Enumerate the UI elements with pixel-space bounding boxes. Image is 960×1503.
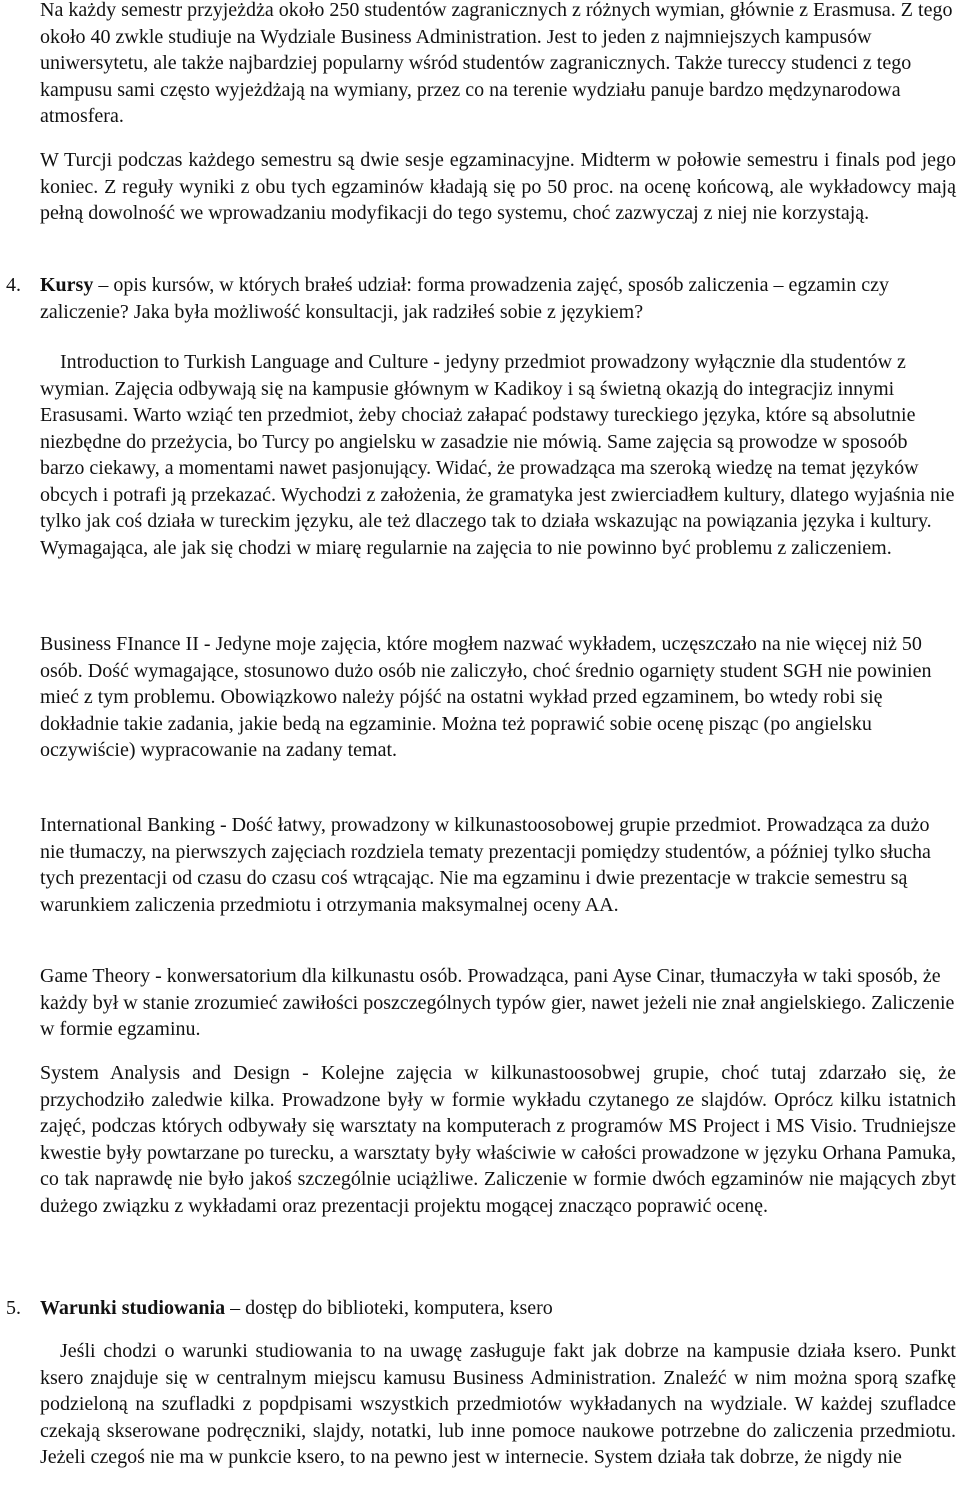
intro-paragraph-2: W Turcji podczas każdego semestru są dwie sesje egzaminacyjne. Midterm w połowie semestru i finals pod jego koniec. Z reguły wyniki z obu tych egzaminów kładają się po 50 proc. na ocenę końcową, ale wykładowcy mają pełną dowolność we wprowadzaniu modyfikacji do tego systemu, choć zazwyczaj z niej nie korzystają. — [40, 149, 956, 224]
course-business-finance: Business FInance II - Jedyne moje zajęcia, które mogłem nazwać wykładem, uczęszczało na nie więcej niż 50 osób. Dość wymagające, stosunowo dużo osób nie zaliczyło, choć średnio ogarnięty student SGH nie powinien mieć z tym problemu. Obowiązkowo należy pójść na ostatni wykład przed egzaminem, bo wtedy robi się dokładnie takie zadania, jakie bedą na egzaminie. Można też poprawić sobie ocenę pisząc (po angielsku oczywiście) wypracowanie na zadany temat. — [40, 633, 932, 761]
course-system-analysis: System Analysis and Design - Kolejne zajęcia w kilkunastoosobwej grupie, choć tutaj zdarzało się, że przychodziło zaledwie kilka. Prowadzone były w formie wykładu czytanego ze slajdów. Oprócz kilku istatnich zajęć, podczas których odbywały się warsztaty na komputerach z programów MS Project i MS Visio. Trudniejsze kwestie były powtarzane po turecku, a warsztaty były właściwie w całości prowadzone w języku Orhana Pamuka, co tak naprawdę nie było jakoś szczególnie uciążliwe. Zaliczenie w formie dwóch egzaminów nie mających zbyt dużego związku z wykładami oraz prezentacji projektu mogącej znacząco poprawić ocenę. — [40, 1062, 956, 1217]
course-turkish-language: Introduction to Turkish Language and Culture - jedyny przedmiot prowadzony wyłącznie dla studentów z wymian. Zajęcia odbywają się na kampusie głównym w Kadikoy i są świetną okazją do integracjiz innymi Erasusami. Warto wziąć ten przedmiot, żeby chociaż załapać podstawy tureckiego języka, które są absolutnie niezbędne do przeżycia, bo Turcy po angielsku w zasadzie nie mówią. Same zajęcia są prowodze w sposoób barzo ciekawy, a momentami nawet pasjonujący. Widać, że prowadząca ma szeroką wiedzę na temat języków obcych i potrafi ją przekazać. Wychodzi z założenia, że gramatyka jest zwierciadłem kultury, dlatego wyjaśnia nie tylko jak coś działa w tureckim języku, ale też dlaczego tak to działa wskazując na powiązania języka i kultury. Wymagająca, ale jak się chodzi w miarę regularnie na zajęcia to nie powinno być problemu z zaliczeniem. — [40, 351, 955, 559]
section-4-heading: Kursy — [40, 274, 94, 296]
section-5-heading-line — [40, 1295, 952, 1322]
section-5-number: 5. — [6, 1297, 21, 1319]
section-4-description: – opis kursów, w których brałeś udział: forma prowadzenia zajęć, sposób zaliczenia – egzamin czy zaliczenie? Jaka była możliwość konsultacji, jak radziłeś sobie z językiem? — [40, 274, 889, 323]
course-game-theory: Game Theory - konwersatorium dla kilkunastu osób. Prowadząca, pani Ayse Cinar, tłumaczyła w taki sposób, że każdy był w stanie zrozumieć zawiłości poszczególnych typów gier, nawet jeżeli nie znał angielskiego. Zaliczenie w formie egzaminu. — [40, 965, 955, 1040]
section-5-description: – dostęp do biblioteki, komputera, ksero — [225, 1297, 553, 1319]
section-4-number: 4. — [6, 274, 21, 296]
intro-paragraph-1: Na każdy semestr przyjeżdża około 250 studentów zagranicznych z różnych wymian, głównie z Erasmusa. Z tego około 40 zwkle studiuje na Wydziale Business Administration. Jest to jeden z najmniejszych kampusów uniwersytetu, ale także najbardziej popularny wśród studentów zagranicznych. Także tureccy studenci z tego kampusu sami często wyjeżdżają na wymiany, przez co na terenie wydziału panuje bardzo mędzynarodowa atmosfera. — [40, 0, 953, 127]
section-5-heading: Warunki studiowania — [40, 1297, 226, 1319]
course-international-banking: International Banking - Dość łatwy, prowadzony w kilkunastoosobowej grupie przedmiot. Prowadząca za dużo nie tłumaczy, na pierwszych zajęciach rozdziela tematy prezentacji pomiędzy studentów, a później tylko słucha tych prezentacji od czasu do czasu coś wtrącając. Nie ma egzaminu i dwie prezentacje w trakcie semestru są warunkiem zaliczenia przedmiotu i otrzymania maksymalnej oceny AA. — [40, 814, 931, 916]
section-5-paragraph-1: Jeśli chodzi o warunki studiowania to na uwagę zasługuje fakt jak dobrze na kampusie działa ksero. Punkt ksero znajduje się w centralnym miejscu kamusu Business Administration. Znaleźć w nim można sporą szafkę podzieloną na szufladki z popdpisami wszystkich przedmiotów wykładanych na wydziale. W każdej szufladce czekają skserowane podręczniki, slajdy, notatki, lub inne pomoce naukowe potrzebne do zaliczenia przedmiotu. Jeżeli czegoś nie ma w punkcie ksero, to na pewno jest w internecie. System działa tak dobrze, że nigdy nie — [40, 1340, 956, 1468]
section-4-heading-line — [40, 272, 952, 325]
